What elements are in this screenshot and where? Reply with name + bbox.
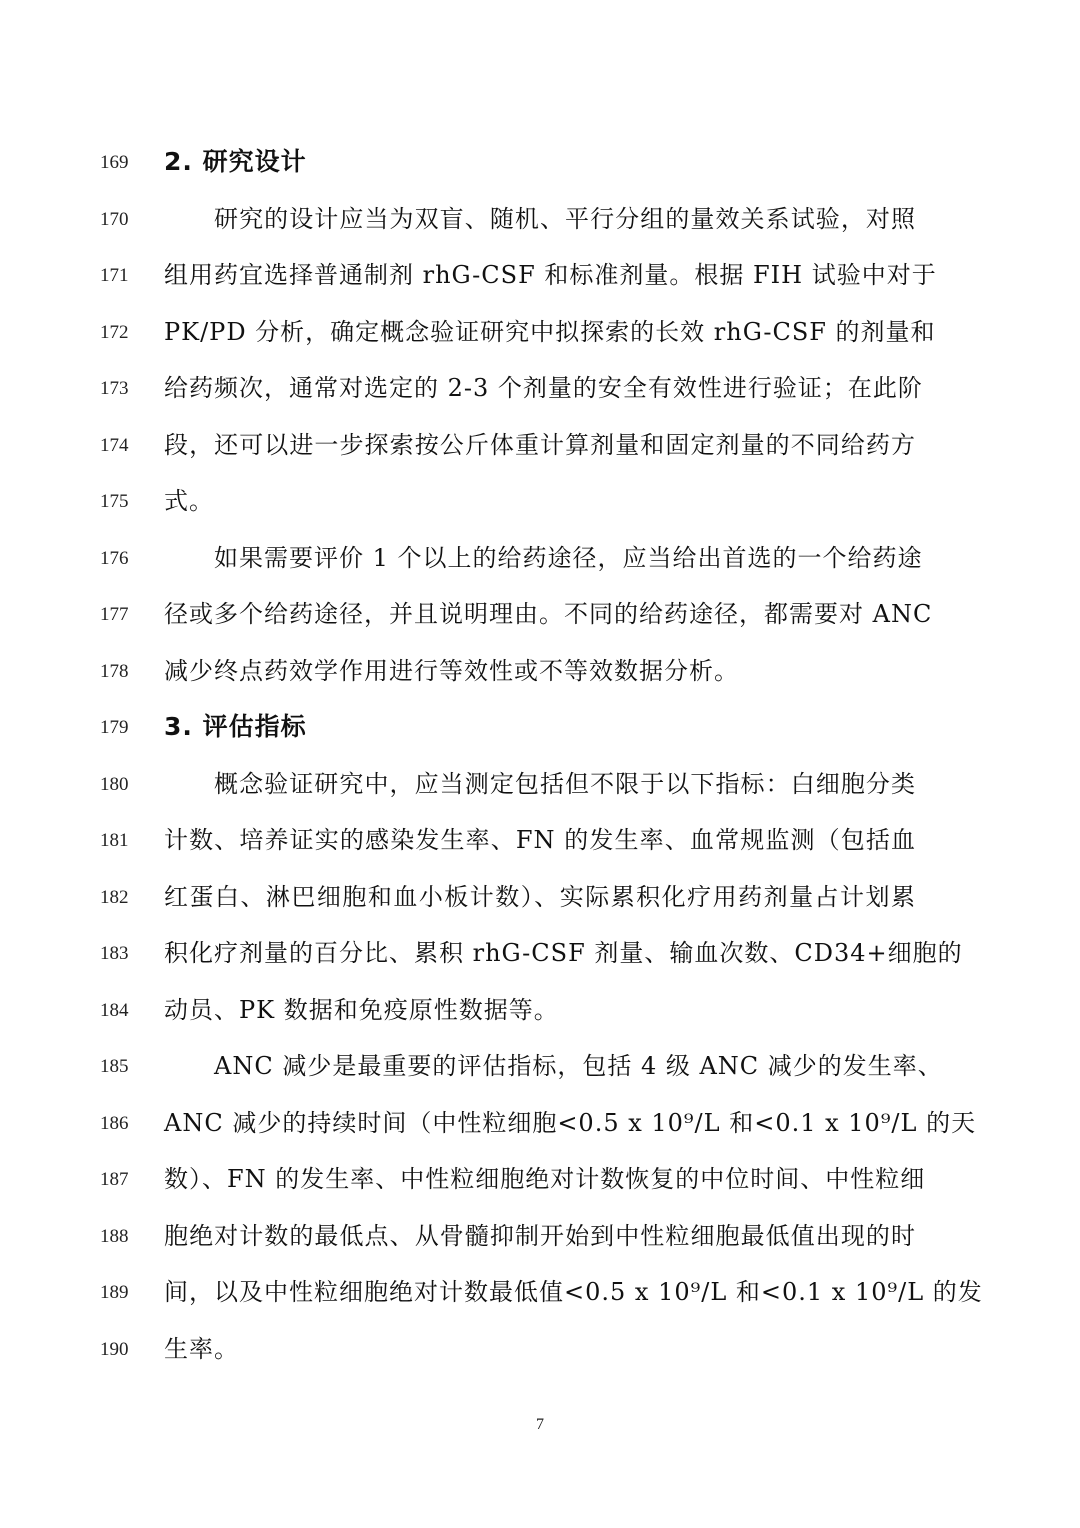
line-text: 数）、FN 的发生率、中性粒细胞绝对计数恢复的中位时间、中性粒细 <box>164 1165 926 1193</box>
line-number: 186 <box>100 1112 129 1134</box>
line-text: 概念验证研究中，应当测定包括但不限于以下指标：白细胞分类 <box>214 769 916 798</box>
line-number: 169 <box>100 152 129 173</box>
line-text: 红蛋白、淋巴细胞和血小板计数）、实际累积化疗用药剂量占计划累 <box>164 882 916 911</box>
line-number: 181 <box>100 830 129 851</box>
text-line <box>0 421 1080 477</box>
section-heading: 3. 评估指标 <box>164 712 307 741</box>
line-number: 174 <box>100 434 129 456</box>
text-line <box>0 477 1080 533</box>
page-number: 7 <box>536 1416 544 1433</box>
line-text: ANC 减少的持续时间（中性粒细胞<0.5 x 10⁹/L 和<0.1 x 10⁹/L 的天 <box>164 1108 977 1137</box>
line-number: 175 <box>100 491 129 512</box>
line-number: 187 <box>100 1169 129 1190</box>
text-line <box>0 364 1080 420</box>
line-text: ANC 减少是最重要的评估指标，包括 4 级 ANC 减少的发生率、 <box>214 1052 943 1080</box>
line-number: 182 <box>100 886 129 908</box>
line-number: 190 <box>100 1338 129 1360</box>
line-text: 研究的设计应当为双盲、随机、平行分组的量效关系试验，对照 <box>214 204 916 233</box>
line-text: 径或多个给药途径，并且说明理由。不同的给药途径，都需要对 ANC <box>164 600 933 628</box>
line-text: PK/PD 分析，确定概念验证研究中拟探索的长效 rhG-CSF 的剂量和 <box>164 317 936 346</box>
line-text: 生率。 <box>164 1334 239 1363</box>
section-heading-row <box>0 703 1080 759</box>
line-number: 183 <box>100 943 129 964</box>
line-text: 计数、培养证实的感染发生率、FN 的发生率、血常规监测（包括血 <box>164 826 916 854</box>
text-line <box>0 873 1080 929</box>
line-number: 180 <box>100 773 129 795</box>
line-number: 171 <box>100 265 129 286</box>
text-line <box>0 1099 1080 1155</box>
line-number: 188 <box>100 1225 129 1247</box>
section-heading-row <box>0 138 1080 194</box>
line-number: 170 <box>100 208 129 230</box>
line-number: 173 <box>100 378 129 399</box>
line-text: 给药频次，通常对选定的 2-3 个剂量的安全有效性进行验证；在此阶 <box>164 374 923 402</box>
line-text: 减少终点药效学作用进行等效性或不等效数据分析。 <box>164 656 739 685</box>
line-number: 189 <box>100 1282 129 1303</box>
line-text: 间，以及中性粒细胞绝对计数最低值<0.5 x 10⁹/L 和<0.1 x 10⁹/L 的发 <box>164 1278 983 1306</box>
text-line <box>0 1325 1080 1381</box>
text-line <box>0 1268 1080 1324</box>
line-number: 177 <box>100 604 129 625</box>
line-text: 段，还可以进一步探索按公斤体重计算剂量和固定剂量的不同给药方 <box>164 430 916 459</box>
line-text: 积化疗剂量的百分比、累积 rhG-CSF 剂量、输血次数、CD34+细胞的 <box>164 939 963 967</box>
line-text: 如果需要评价 1 个以上的给药途径，应当给出首选的一个给药途 <box>214 543 923 572</box>
line-number: 178 <box>100 660 129 682</box>
text-line <box>0 534 1080 590</box>
line-number: 184 <box>100 999 129 1021</box>
line-text: 组用药宜选择普通制剂 rhG-CSF 和标准剂量。根据 FIH 试验中对于 <box>164 261 937 289</box>
text-line <box>0 760 1080 816</box>
text-line <box>0 1042 1080 1098</box>
text-line <box>0 647 1080 703</box>
line-number: 172 <box>100 321 129 343</box>
text-line <box>0 1212 1080 1268</box>
line-text: 式。 <box>164 487 214 515</box>
text-line <box>0 986 1080 1042</box>
text-line <box>0 929 1080 985</box>
text-line <box>0 195 1080 251</box>
line-text: 胞绝对计数的最低点、从骨髓抑制开始到中性粒细胞最低值出现的时 <box>164 1221 916 1250</box>
section-heading: 2. 研究设计 <box>164 147 307 176</box>
line-number: 185 <box>100 1056 129 1077</box>
text-line <box>0 816 1080 872</box>
text-line <box>0 590 1080 646</box>
text-line <box>0 308 1080 364</box>
line-number: 179 <box>100 717 129 738</box>
text-line <box>0 251 1080 307</box>
text-line <box>0 1155 1080 1211</box>
line-text: 动员、PK 数据和免疫原性数据等。 <box>164 995 559 1024</box>
line-number: 176 <box>100 547 129 569</box>
